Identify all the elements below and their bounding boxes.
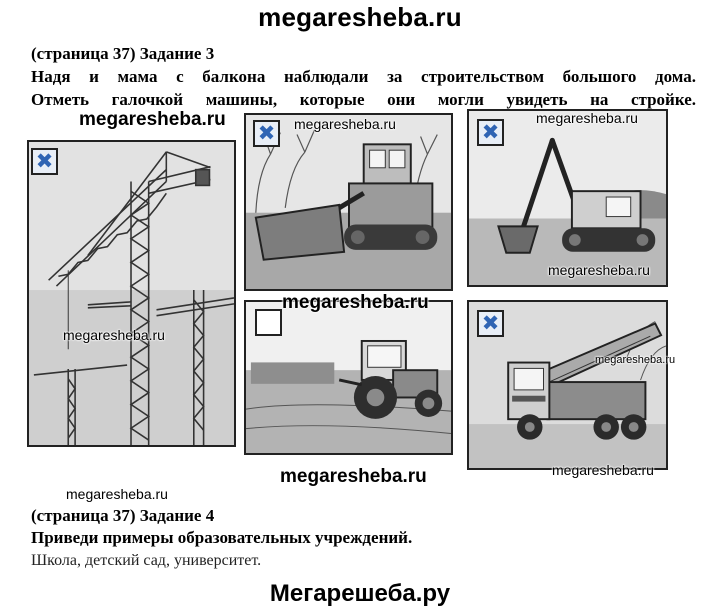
tower-crane-picture: [27, 140, 236, 447]
watermark: megaresheba.ru: [282, 292, 429, 313]
loader-checkbox[interactable]: [253, 120, 280, 147]
excavator-picture: [467, 109, 668, 287]
tractor-checkbox[interactable]: [255, 309, 282, 336]
task4-question: Приведи примеры образовательных учреждений.: [31, 528, 413, 547]
excavator-checkbox[interactable]: [477, 119, 504, 146]
cross-mark-icon: ✖: [481, 120, 500, 144]
watermark: megaresheba.ru: [552, 462, 654, 478]
watermark: megaresheba.ru: [595, 354, 676, 366]
watermark: megaresheba.ru: [536, 110, 638, 126]
site-header[interactable]: megaresheba.ru: [258, 2, 462, 32]
watermark: megaresheba.ru: [63, 327, 165, 343]
cross-mark-icon: ✖: [481, 311, 500, 335]
watermark: megaresheba.ru: [66, 486, 168, 502]
truck-crane-picture: [467, 300, 668, 470]
watermark: megaresheba.ru: [548, 262, 650, 278]
cross-mark-icon: ✖: [257, 121, 276, 145]
truck-crane-checkbox[interactable]: [477, 310, 504, 337]
task3-line2: Отметь галочкой машины, которые они могли увидеть на стройке.: [31, 90, 696, 109]
watermark: megaresheba.ru: [79, 109, 226, 130]
cross-mark-icon: ✖: [35, 149, 54, 173]
task4-heading: (страница 37) Задание 4: [31, 506, 215, 525]
tractor-picture: [244, 300, 453, 455]
watermark: megaresheba.ru: [294, 116, 396, 132]
tower-crane-checkbox[interactable]: [31, 148, 58, 175]
watermark: megaresheba.ru: [280, 466, 427, 487]
loader-picture: [244, 113, 453, 291]
task3-line1: Надя и мама с балкона наблюдали за строительством большого дома.: [31, 67, 696, 86]
tower-crane-illustration: [29, 142, 234, 445]
task3-heading: (страница 37) Задание 3: [31, 44, 215, 63]
site-footer[interactable]: Мегарешеба.ру: [269, 580, 451, 607]
task4-answer: Школа, детский сад, университет.: [31, 552, 262, 569]
